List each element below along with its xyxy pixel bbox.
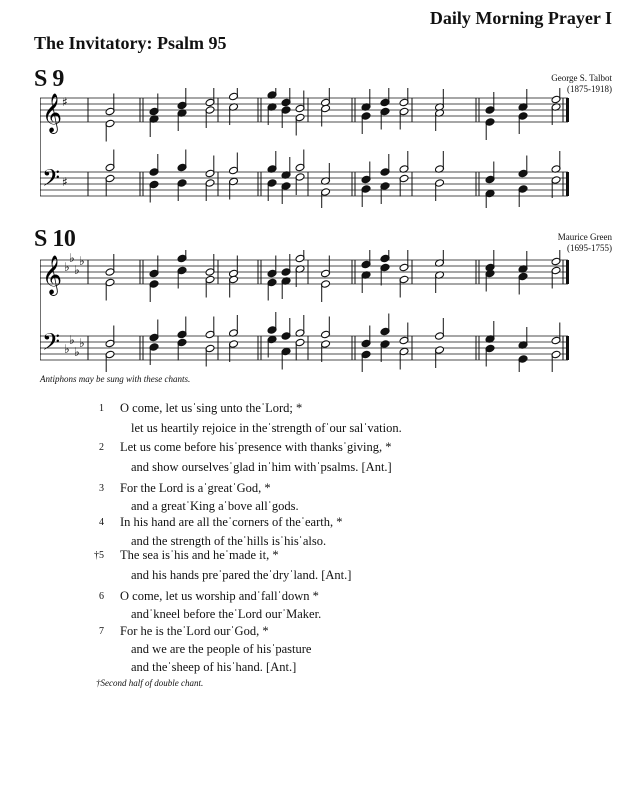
running-head: Daily Morning Prayer I: [429, 8, 612, 28]
verse-line: andˈkneel before theˈLord ourˈMaker.: [131, 607, 322, 621]
chant-label-s10: S 10: [34, 226, 76, 252]
verse-line: and the strength of theˈhills isˈhisˈalso.: [131, 534, 327, 548]
verse-number: 7: [99, 626, 104, 637]
composer-dates-s9: (1875-1918): [567, 84, 612, 94]
verse-line: and show ourselvesˈglad inˈhim withˈpsalms. [Ant.]: [131, 460, 392, 474]
composer-name-s9: George S. Talbot: [551, 73, 612, 83]
verse-line: For he is theˈLord ourˈGod, *: [120, 624, 269, 638]
verse-line: For the Lord is aˈgreatˈGod, *: [120, 481, 271, 495]
treble-clef: 𝄞: [42, 255, 63, 295]
verse-number: †5: [94, 550, 104, 561]
verse-line: Let us come before hisˈpresence with thanksˈgiving, *: [120, 440, 392, 454]
bass-clef: 𝄢: [42, 164, 61, 197]
flat-sign: ♭: [74, 263, 80, 277]
verse-number: 1: [99, 403, 104, 414]
verse-line: and a greatˈKing aˈbove allˈgods.: [131, 499, 299, 513]
verse-number: 2: [99, 442, 104, 453]
section-title: The Invitatory: Psalm 95: [34, 33, 227, 53]
antiphon-note: Antiphons may be sung with these chants.: [40, 374, 191, 384]
chant-label-s9: S 9: [34, 66, 64, 92]
verse-line: and we are the people of hisˈpasture: [131, 642, 312, 656]
sharp-sign: ♯: [62, 175, 68, 189]
verse-line: let us heartily rejoice in theˈstrength ofˈour salˈvation.: [131, 421, 402, 435]
verse-line: and theˈsheep of hisˈhand. [Ant.]: [131, 660, 297, 674]
verse-line: The sea isˈhis and heˈmade it, *: [120, 548, 279, 562]
composer-name-s10: Maurice Green: [557, 232, 612, 242]
flat-sign: ♭: [69, 251, 75, 265]
sharp-sign: ♯: [62, 95, 68, 109]
flat-sign: ♭: [79, 336, 85, 350]
flat-sign: ♭: [69, 333, 75, 347]
verse-line: O come, let usˈsing unto theˈLord; *: [120, 401, 303, 415]
flat-sign: ♭: [64, 260, 70, 274]
composer-dates-s10: (1695-1755): [567, 243, 612, 253]
verse-line: O come, let us worship andˈfallˈdown *: [120, 589, 319, 603]
verse-line: In his hand are all theˈcorners of theˈearth, *: [120, 515, 343, 529]
flat-sign: ♭: [64, 342, 70, 356]
bass-clef: 𝄢: [42, 328, 61, 361]
verse-number: 3: [99, 483, 104, 494]
flat-sign: ♭: [79, 254, 85, 268]
treble-clef: 𝄞: [42, 93, 63, 133]
verse-number: 6: [99, 591, 104, 602]
flat-sign: ♭: [74, 345, 80, 359]
verse-number: 4: [99, 517, 104, 528]
footnote: †Second half of double chant.: [96, 678, 204, 688]
verse-line: and his hands preˈpared theˈdryˈland. [Ant.]: [131, 568, 352, 582]
